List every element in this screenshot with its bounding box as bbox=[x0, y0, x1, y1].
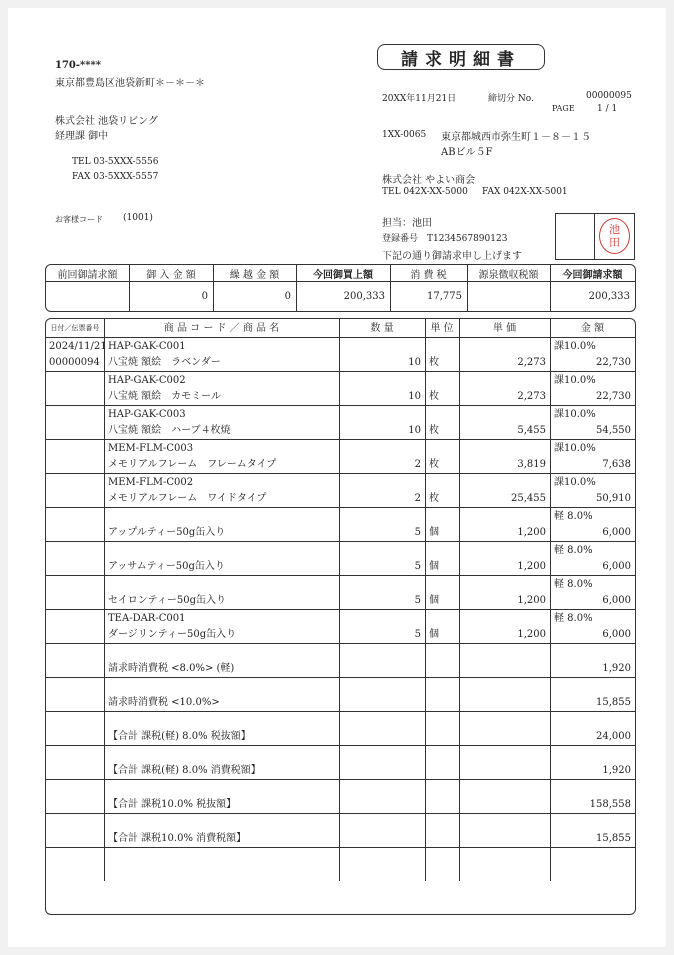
summary-header-current-billing: 今回御請求額 bbox=[562, 269, 623, 281]
recipient-dept: 経理課 御中 bbox=[55, 131, 109, 142]
row-unit: 枚 bbox=[429, 357, 439, 368]
row-product-name: 【合計 課税(軽) 8.0% 消費税額】 bbox=[108, 765, 261, 776]
summary-value-consumption-tax: 17,775 bbox=[427, 291, 462, 302]
customer-code-label: お客様コード bbox=[55, 215, 103, 224]
row-tax-class: 軽 8.0% bbox=[554, 613, 593, 624]
row-amount: 6,000 bbox=[602, 629, 631, 640]
row-tax-class: 課10.0% bbox=[554, 443, 596, 454]
row-unit-price: 1,200 bbox=[517, 527, 546, 538]
summary-header-carried-over: 繰 越 金 額 bbox=[229, 269, 280, 281]
recipient-company: 株式会社 池袋リビング bbox=[55, 116, 158, 127]
row-product-code: HAP-GAK-C002 bbox=[108, 375, 186, 386]
row-product-name: セイロンティー50g缶入り bbox=[108, 595, 227, 606]
summary-value-withholding-tax bbox=[467, 281, 550, 312]
row-quantity: 2 bbox=[414, 493, 421, 504]
row-amount: 22,730 bbox=[596, 357, 631, 368]
row-product-code: HAP-GAK-C001 bbox=[108, 341, 186, 352]
row-quantity: 2 bbox=[414, 459, 421, 470]
row-amount: 22,730 bbox=[596, 391, 631, 402]
column-header-amount: 金 額 bbox=[580, 323, 605, 334]
row-amount: 50,910 bbox=[596, 493, 631, 504]
document-title: 請求明細書 bbox=[377, 44, 545, 70]
column-header-date-slip: 日付／伝票番号 bbox=[50, 324, 100, 332]
seal-stamp: 池 田 bbox=[599, 218, 630, 254]
row-product-code: MEM-FLM-C002 bbox=[108, 477, 194, 488]
invoice-number: 00000095 bbox=[586, 91, 632, 101]
row-amount: 1,920 bbox=[602, 663, 631, 674]
page-number: 1 / 1 bbox=[597, 104, 618, 114]
summary-value-carried-over: 0 bbox=[284, 291, 291, 302]
summary-value-current-purchase: 200,333 bbox=[343, 291, 385, 302]
row-slip-number: 00000094 bbox=[49, 357, 100, 368]
row-unit-price: 1,200 bbox=[517, 629, 546, 640]
row-quantity: 5 bbox=[414, 561, 421, 572]
row-product-name: メモリアルフレーム ワイドタイプ bbox=[108, 493, 267, 504]
row-unit-price: 3,819 bbox=[517, 459, 546, 470]
summary-value-current-billing: 200,333 bbox=[588, 291, 630, 302]
row-tax-class: 課10.0% bbox=[554, 409, 596, 420]
invoice-date: 20XX年11月21日 bbox=[382, 94, 457, 104]
row-unit: 枚 bbox=[429, 425, 439, 436]
row-unit: 個 bbox=[429, 629, 439, 640]
row-amount: 1,920 bbox=[602, 765, 631, 776]
row-unit-price: 2,273 bbox=[517, 391, 546, 402]
row-product-name: ダージリンティー50g缶入り bbox=[108, 629, 237, 640]
row-quantity: 5 bbox=[414, 595, 421, 606]
summary-header-consumption-tax: 消 費 税 bbox=[410, 269, 447, 281]
row-unit-price: 25,455 bbox=[511, 493, 546, 504]
row-product-name: 【合計 課税10.0% 税抜額】 bbox=[108, 799, 237, 810]
column-header-unit: 単 位 bbox=[430, 323, 454, 334]
row-unit-price: 5,455 bbox=[517, 425, 546, 436]
closing-label: 締切分 No. bbox=[488, 94, 534, 104]
recipient-tel: TEL 03-5XXX-5556 bbox=[72, 157, 159, 167]
row-unit: 個 bbox=[429, 595, 439, 606]
row-tax-class: 軽 8.0% bbox=[554, 579, 593, 590]
sender-address2: ABビル５F bbox=[441, 147, 493, 158]
column-header-unit-price: 単 価 bbox=[492, 323, 517, 334]
row-amount: 158,558 bbox=[589, 799, 631, 810]
row-product-name: 請求時消費税 <10.0%> bbox=[108, 697, 220, 708]
summary-header-payment-received: 御 入 金 額 bbox=[146, 269, 196, 281]
sender-person: 担当：池田 bbox=[382, 218, 432, 229]
summary-header-prev-billing: 前回御請求額 bbox=[57, 269, 118, 281]
row-product-code: TEA-DAR-C001 bbox=[108, 613, 186, 624]
customer-code: (1001) bbox=[123, 213, 153, 223]
row-unit: 枚 bbox=[429, 493, 439, 504]
sender-postal: 1XX-0065 bbox=[382, 130, 427, 140]
sender-tel: TEL 042X-XX-5000 bbox=[382, 187, 468, 197]
row-unit: 枚 bbox=[429, 459, 439, 470]
recipient-postal: 170-**** bbox=[55, 60, 101, 71]
row-product-name: 請求時消費税 <8.0%> (軽) bbox=[108, 663, 235, 674]
row-tax-class: 課10.0% bbox=[554, 375, 596, 386]
row-product-name: 八宝焼 額絵 カモミール bbox=[108, 391, 221, 402]
row-product-name: 八宝焼 額絵 ハーブ４枚焼 bbox=[108, 425, 231, 436]
row-tax-class: 課10.0% bbox=[554, 341, 596, 352]
row-amount: 6,000 bbox=[602, 561, 631, 572]
row-tax-class: 課10.0% bbox=[554, 477, 596, 488]
sender-company: 株式会社 やよい商会 bbox=[382, 175, 476, 186]
row-amount: 7,638 bbox=[602, 459, 631, 470]
recipient-address: 東京都豊島区池袋新町＊－＊－＊ bbox=[55, 78, 205, 89]
row-amount: 6,000 bbox=[602, 527, 631, 538]
invoice-note: 下記の通り御請求申し上げます bbox=[382, 251, 522, 262]
column-header-product: 商 品 コ ー ド ／ 商 品 名 bbox=[163, 323, 280, 334]
row-amount: 15,855 bbox=[596, 697, 631, 708]
row-product-code: MEM-FLM-C003 bbox=[108, 443, 194, 454]
row-product-name: アッサムティー50g缶入り bbox=[108, 561, 225, 572]
approval-stamp-box bbox=[555, 213, 635, 260]
detail-table bbox=[45, 318, 636, 915]
summary-value-payment-received: 0 bbox=[201, 291, 208, 302]
row-amount: 54,550 bbox=[596, 425, 631, 436]
row-unit-price: 2,273 bbox=[517, 357, 546, 368]
summary-header-current-purchase: 今回御買上額 bbox=[313, 269, 373, 281]
row-unit-price: 1,200 bbox=[517, 595, 546, 606]
row-quantity: 10 bbox=[408, 425, 421, 436]
row-quantity: 5 bbox=[414, 527, 421, 538]
row-product-name: 八宝焼 額絵 ラベンダー bbox=[108, 357, 221, 368]
row-unit: 枚 bbox=[429, 391, 439, 402]
recipient-fax: FAX 03-5XXX-5557 bbox=[72, 172, 159, 182]
summary-value-prev-billing bbox=[46, 281, 129, 312]
summary-table bbox=[45, 264, 636, 312]
sender-address1: 東京都城西市弥生町１－８－１５ bbox=[441, 132, 591, 143]
row-tax-class: 軽 8.0% bbox=[554, 511, 593, 522]
row-quantity: 10 bbox=[408, 391, 421, 402]
row-tax-class: 軽 8.0% bbox=[554, 545, 593, 556]
column-header-quantity: 数 量 bbox=[370, 323, 394, 334]
row-amount: 15,855 bbox=[596, 833, 631, 844]
row-quantity: 10 bbox=[408, 357, 421, 368]
row-product-name: 【合計 課税10.0% 消費税額】 bbox=[108, 833, 247, 844]
page-label: PAGE bbox=[552, 104, 575, 113]
row-unit: 個 bbox=[429, 561, 439, 572]
row-unit-price: 1,200 bbox=[517, 561, 546, 572]
row-unit: 個 bbox=[429, 527, 439, 538]
row-product-name: メモリアルフレーム フレームタイプ bbox=[108, 459, 277, 470]
summary-header-withholding-tax: 源泉徴収税額 bbox=[478, 269, 539, 281]
row-date: 2024/11/21 bbox=[49, 341, 107, 352]
row-amount: 6,000 bbox=[602, 595, 631, 606]
registration-number: 登録番号 T1234567890123 bbox=[382, 234, 508, 244]
row-product-code: HAP-GAK-C003 bbox=[108, 409, 186, 420]
row-quantity: 5 bbox=[414, 629, 421, 640]
row-amount: 24,000 bbox=[596, 731, 631, 742]
sender-fax: FAX 042X-XX-5001 bbox=[482, 187, 568, 197]
row-product-name: 【合計 課税(軽) 8.0% 税抜額】 bbox=[108, 731, 251, 742]
row-product-name: アップルティー50g缶入り bbox=[108, 527, 226, 538]
